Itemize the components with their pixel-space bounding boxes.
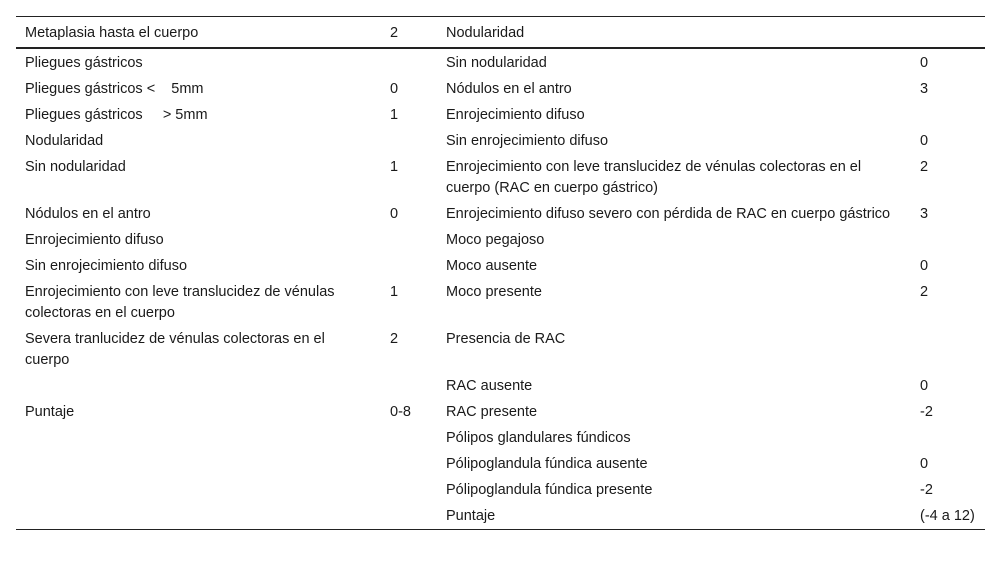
header-right-label: Nodularidad — [446, 24, 525, 41]
left-score-cell: 0 — [390, 81, 399, 97]
header-left-label: Metaplasia hasta el cuerpo — [25, 24, 199, 41]
right-label-cell: Presencia de RAC — [446, 331, 566, 347]
left-label-cell: Puntaje — [25, 404, 75, 420]
left-score-cell — [383, 227, 437, 253]
left-label-cell — [16, 451, 383, 477]
left-score-cell — [383, 477, 437, 503]
left-score-cell: 1 — [390, 107, 399, 123]
header-row — [16, 17, 985, 49]
right-label-cell: RAC presente — [446, 404, 538, 420]
table-row — [16, 48, 985, 76]
table-row — [16, 425, 985, 451]
table-row — [16, 326, 985, 373]
table-row — [16, 128, 985, 154]
right-score-cell: 2 — [920, 284, 929, 300]
left-score-cell: 2 — [390, 331, 399, 347]
right-score-cell — [918, 326, 985, 373]
right-label-cell: Moco pegajoso — [446, 232, 545, 248]
right-score-cell — [918, 425, 985, 451]
left-label-cell: Enrojecimiento difuso — [25, 232, 164, 248]
table-row — [16, 451, 985, 477]
left-score-cell — [383, 253, 437, 279]
table-row — [16, 279, 985, 326]
right-label-cell: Moco presente — [446, 284, 542, 300]
left-score-cell — [383, 451, 437, 477]
left-label-cell: Severa tranlucidez de vénulas colectoras en el cuerpo — [25, 331, 325, 368]
table-row — [16, 102, 985, 128]
right-label-cell: Moco ausente — [446, 258, 538, 274]
left-score-cell — [383, 425, 437, 451]
scoring-table-container — [16, 16, 985, 530]
right-label-cell: RAC ausente — [446, 378, 533, 394]
table-row — [16, 399, 985, 425]
left-score-cell — [383, 503, 437, 530]
right-label-cell: Enrojecimiento con leve translucidez de vénulas colectoras en el cuerpo (RAC en cuerpo gástrico) — [446, 159, 862, 196]
right-score-cell: (-4 a 12) — [920, 508, 975, 524]
table-row — [16, 477, 985, 503]
left-label-cell: Enrojecimiento con leve translucidez de vénulas colectoras en el cuerpo — [25, 284, 335, 321]
left-score-cell: 1 — [390, 284, 399, 300]
right-label-cell: Nódulos en el antro — [446, 81, 572, 97]
right-score-cell — [918, 102, 985, 128]
header-right-score — [918, 17, 985, 49]
header-left-score: 2 — [390, 24, 399, 41]
left-score-cell: 0-8 — [390, 404, 411, 420]
right-label-cell: Enrojecimiento difuso severo con pérdida de RAC en cuerpo gástrico — [446, 206, 891, 222]
right-label-cell: Puntaje — [446, 508, 496, 524]
left-label-cell — [16, 373, 383, 399]
right-score-cell: 3 — [920, 81, 929, 97]
right-score-cell — [918, 227, 985, 253]
right-score-cell: 3 — [920, 206, 929, 222]
table-row — [16, 227, 985, 253]
table-row — [16, 373, 985, 399]
table-header — [16, 17, 985, 49]
left-label-cell — [16, 477, 383, 503]
right-score-cell: 0 — [920, 55, 929, 71]
table-body — [16, 48, 985, 530]
right-label-cell: Pólipoglandula fúndica presente — [446, 482, 653, 498]
left-label-cell — [16, 425, 383, 451]
right-score-cell: 2 — [920, 159, 929, 175]
right-score-cell: 0 — [920, 133, 929, 149]
right-label-cell: Pólipos glandulares fúndicos — [446, 430, 631, 446]
left-label-cell: Nódulos en el antro — [25, 206, 151, 222]
left-label-cell: Pliegues gástricos < 5mm — [25, 81, 204, 97]
right-score-cell: 0 — [920, 378, 929, 394]
right-score-cell: 0 — [920, 456, 929, 472]
left-label-cell: Sin enrojecimiento difuso — [25, 258, 188, 274]
left-score-cell: 0 — [390, 206, 399, 222]
left-score-cell — [383, 128, 437, 154]
right-score-cell: -2 — [920, 404, 933, 420]
left-label-cell: Pliegues gástricos > 5mm — [25, 107, 208, 123]
left-label-cell: Sin nodularidad — [25, 159, 126, 175]
left-score-cell: 1 — [390, 159, 399, 175]
right-label-cell: Sin nodularidad — [446, 55, 547, 71]
table-row — [16, 154, 985, 201]
right-label-cell: Pólipoglandula fúndica ausente — [446, 456, 648, 472]
right-label-cell: Sin enrojecimiento difuso — [446, 133, 609, 149]
left-score-cell — [383, 48, 437, 76]
table-row — [16, 503, 985, 530]
left-label-cell: Pliegues gástricos — [25, 55, 143, 71]
right-score-cell: -2 — [920, 482, 933, 498]
table-row — [16, 253, 985, 279]
left-score-cell — [383, 373, 437, 399]
scoring-table — [16, 16, 985, 530]
left-label-cell: Nodularidad — [25, 133, 104, 149]
right-score-cell: 0 — [920, 258, 929, 274]
right-label-cell: Enrojecimiento difuso — [446, 107, 585, 123]
table-row — [16, 76, 985, 102]
table-row — [16, 201, 985, 227]
left-label-cell — [16, 503, 383, 530]
